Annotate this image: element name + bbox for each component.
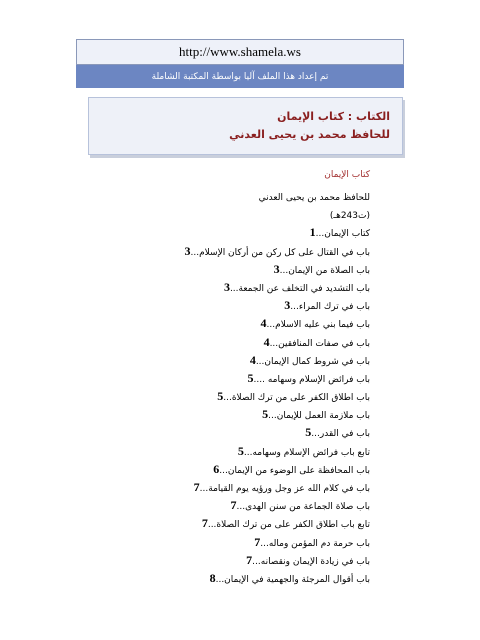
shamela-banner (76, 65, 404, 88)
toc-line: باب اطلاق الكفر على من ترك الصلاة...5 (217, 389, 370, 404)
toc-line: (ت243هـ) (329, 211, 370, 222)
book-title: الكتاب : كتاب الإيمان (277, 110, 390, 123)
url-text[interactable]: http://www.shamela.ws (179, 44, 301, 59)
toc-line: باب المحافظة على الوضوء من الإيمان...6 (213, 461, 370, 476)
table-of-contents (110, 170, 370, 587)
header-box (76, 39, 404, 88)
toc-line: باب في شروط كمال الإيمان...4 (249, 352, 370, 367)
toc-line: باب في صفات المنافقين...4 (263, 334, 370, 349)
toc-line: للحافظ محمد بن يحيى العدني (258, 193, 370, 203)
toc-line: تابع باب اطلاق الكفر على من ترك الصلاة...7 (201, 516, 370, 531)
toc-line: باب صلاة الجماعة من سنن الهدى...7 (230, 498, 370, 513)
toc-line: كتاب الإيمان...1 (309, 225, 370, 240)
toc-line: باب في كلام الله عز وجل ورؤيه يوم القيامة...7 (193, 480, 370, 494)
author-name: للحافظ محمد بن يحيى العدني (229, 128, 390, 141)
toc-line: باب في القدر...5 (305, 425, 370, 440)
toc-line: باب فيما بني عليه الاسلام...4 (260, 316, 370, 331)
toc-line: باب حرمة دم المؤمن وماله...7 (254, 534, 370, 549)
section-label: كتاب الإيمان (324, 170, 370, 180)
toc-line: باب التشديد في التخلف عن الجمعة...3 (223, 279, 370, 294)
website-url[interactable] (76, 39, 404, 65)
toc-line: باب في القتال على كل ركن من أركان الإسلام...3 (184, 243, 370, 258)
toc-line: باب أقوال المرجئة والجهمية في الإيمان...8 (209, 570, 370, 585)
title-box (88, 97, 403, 155)
toc-line: باب في ترك المراء...3 (284, 298, 370, 313)
toc-line: باب الصلاة من الإيمان...3 (273, 261, 370, 276)
toc-line: باب فرائض الإسلام وسهامه ....5 (247, 370, 370, 385)
toc-line: باب في زيادة الإيمان ونقصانه...7 (246, 552, 370, 567)
banner-text: تم إعداد هذا الملف آليا بواسطة المكتبة الشاملة (151, 71, 329, 82)
toc-line: تابع باب فرائض الإسلام وسهامه...5 (237, 443, 370, 458)
toc-line: باب ملازمة العمل للإيمان...5 (262, 407, 370, 422)
